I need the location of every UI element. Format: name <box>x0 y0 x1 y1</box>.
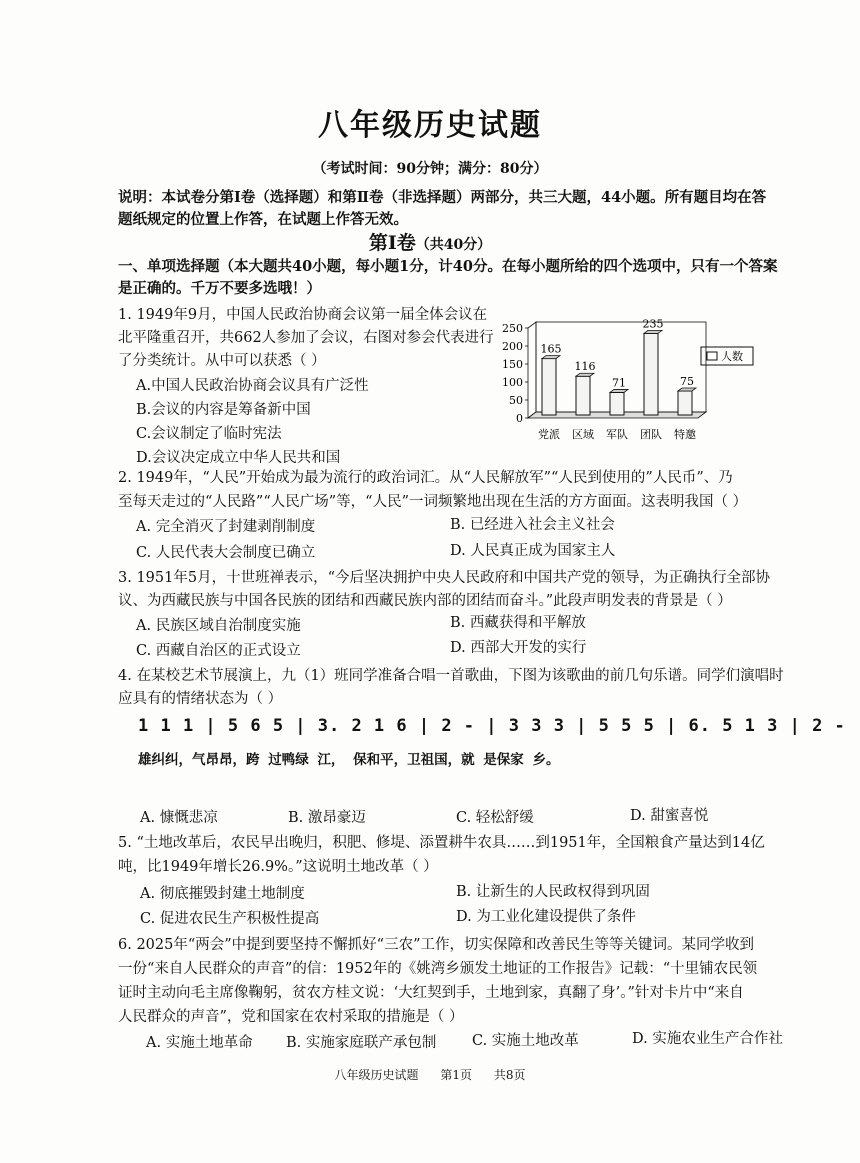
bar-value-label: 75 <box>680 375 694 388</box>
y-tick-label: 0 <box>516 412 523 425</box>
bar-value-label: 165 <box>540 342 562 356</box>
y-tick-label: 150 <box>502 358 523 371</box>
bar-top <box>542 356 560 359</box>
bar-value-label: 116 <box>574 360 596 374</box>
category-label: 区域 <box>572 428 594 441</box>
bar <box>644 333 658 415</box>
q3-option-c[interactable]: C. 西藏自治区的正式设立 <box>136 643 301 659</box>
q5-line-2: 吨，比1949年增长26.9%。”这说明土地改革（ ） <box>118 859 438 875</box>
part-heading-line-1: 一、单项选择题（本大题共40小题，每小题1分，计40分。在每小题所给的四个选项中，只有一个答案 <box>118 258 778 275</box>
q6-option-d[interactable]: D. 实施农业生产合作社 <box>632 1031 783 1047</box>
category-label: 团队 <box>640 428 662 441</box>
delegates-bar-chart <box>498 300 760 450</box>
q5-option-b[interactable]: B. 让新生的人民政权得到巩固 <box>456 884 650 900</box>
q1-line-3: 了分类统计。从中可以获悉（ ） <box>118 353 326 369</box>
q1-line-1: 1. 1949年9月，中国人民政治协商会议第一届全体会议在 <box>118 307 488 323</box>
q6-line-4: 人民群众的声音”，党和国家在农村采取的措施是（ ） <box>118 1009 464 1025</box>
q2-option-b[interactable]: B. 已经进入社会主义社会 <box>450 517 615 533</box>
section-points: （共40分） <box>415 237 492 253</box>
y-tick-label: 200 <box>502 340 523 353</box>
q5-option-c[interactable]: C. 促进农民生产积极性提高 <box>140 911 320 927</box>
q3-option-a[interactable]: A. 民族区域自治制度实施 <box>136 618 301 634</box>
chart-legend <box>701 347 753 365</box>
bar-value-label: 235 <box>642 317 664 331</box>
y-tick-label: 50 <box>509 394 523 407</box>
q2-option-d[interactable]: D. 人民真正成为国家主人 <box>450 543 616 559</box>
section-heading <box>0 228 860 255</box>
page-title: 八年级历史试题 <box>318 108 542 143</box>
q5-option-a[interactable]: A. 彻底摧毁封建土地制度 <box>140 886 305 902</box>
q3-option-d[interactable]: D. 西部大开发的实行 <box>450 640 587 656</box>
q6-line-3: 证时主动向毛主席像鞠躬，贫农方桂文说：‘大红契到手，土地到家，真翻了身’。”针对卡片中“来自 <box>118 985 744 1001</box>
bar <box>678 391 692 415</box>
q5-line-1: 5. “土地改革后，农民早出晚归，积肥、修堤、添置耕牛农具……到1951年，全国粮食产量达到14亿 <box>118 835 765 851</box>
legend-swatch <box>707 352 717 360</box>
part-heading-line-2: 是正确的。千万不要多选哦！） <box>118 280 321 297</box>
bar <box>610 392 624 415</box>
q1-option-a[interactable]: A.中国人民政治协商会议具有广泛性 <box>136 378 369 394</box>
q1-option-d[interactable]: D.会议决定成立中华人民共和国 <box>136 450 341 466</box>
y-tick-label: 250 <box>502 322 523 335</box>
q2-option-a[interactable]: A. 完全消灭了封建剥削制度 <box>136 519 316 535</box>
q2-line-2: 至每天走过的“人民路”“人民广场”等，“人民”一词频繁地出现在生活的方方面面。这表明我国（ ） <box>118 494 748 510</box>
q6-option-c[interactable]: C. 实施土地改革 <box>472 1033 579 1049</box>
bar <box>576 376 590 415</box>
bar-top <box>644 330 662 333</box>
music-lyrics: 雄纠纠，气昂昂，跨 过鸭绿 江， 保和平，卫祖国，就 是保家 乡。 <box>138 752 560 768</box>
q3-option-b[interactable]: B. 西藏获得和平解放 <box>450 615 586 631</box>
legend-label: 人数 <box>721 350 743 363</box>
q4-line-1: 4. 在某校艺术节展演上，九（1）班同学准备合唱一首歌曲，下图为该歌曲的前几句乐谱。同学们演唱时 <box>118 668 784 684</box>
q4-option-d[interactable]: D. 甜蜜喜悦 <box>630 808 709 824</box>
q3-line-2: 议、为西藏民族与中国各民族的团结和西藏民族内部的团结而奋斗。”此段声明发表的背景是（ ） <box>118 593 732 609</box>
footer-page: 第1页 <box>440 1068 472 1082</box>
bar-top <box>610 389 628 392</box>
category-label: 特邀 <box>674 428 696 441</box>
bar-top <box>576 373 594 376</box>
q6-line-2: 一份“来自人民群众的声音”的信：1952年的《姚湾乡颁发土地证的工作报告》记载：“十里铺农民领 <box>118 961 758 977</box>
q4-line-2: 应具有的情绪状态为（ ） <box>118 691 283 707</box>
exam-info: （考试时间：90分钟；满分：80分） <box>312 161 548 177</box>
q6-line-1: 6. 2025年“两会”中提到要坚持不懈抓好“三农”工作，切实保障和改善民生等等关键词。某同学收到 <box>118 937 754 953</box>
footer-total: 共8页 <box>493 1068 526 1082</box>
q2-option-c[interactable]: C. 人民代表大会制度已确立 <box>136 545 316 561</box>
q1-option-c[interactable]: C.会议制定了临时宪法 <box>136 426 282 442</box>
category-label: 军队 <box>606 428 628 441</box>
footer-name: 八年级历史试题 <box>334 1068 419 1082</box>
q3-line-1: 3. 1951年5月，十世班禅表示，“今后坚决拥护中央人民政府和中国共产党的领导，为正确执行全部协 <box>118 570 770 586</box>
instructions-line-1: 说明：本试卷分第Ⅰ卷（选择题）和第Ⅱ卷（非选择题）两部分，共三大题，44小题。所有题目均在答 <box>118 189 767 206</box>
q1-option-b[interactable]: B.会议的内容是筹备新中国 <box>136 402 311 418</box>
bar-value-label: 71 <box>612 376 626 390</box>
page-footer <box>0 1066 860 1083</box>
q4-option-b[interactable]: B. 激昂豪迈 <box>288 810 366 826</box>
q4-option-a[interactable]: A. 慷慨悲凉 <box>140 810 218 826</box>
chart-side-wall <box>528 322 536 418</box>
q6-option-b[interactable]: B. 实施家庭联产承包制 <box>286 1035 437 1051</box>
bar <box>542 359 556 415</box>
bar-top <box>678 388 696 391</box>
q2-line-1: 2. 1949年，“人民”开始成为最为流行的政治词汇。从“人民解放军”“人民到使用的”人民币”、乃 <box>118 470 733 486</box>
instructions-line-2: 题纸规定的位置上作答，在试题上作答无效。 <box>118 211 408 228</box>
section-title: 第Ⅰ卷 <box>368 232 416 254</box>
y-tick-label: 100 <box>502 376 523 389</box>
q6-option-a[interactable]: A. 实施土地革命 <box>146 1035 253 1051</box>
music-notation: 1 1 1 | 5 6 5 | 3. 2 1 6 | 2 - | 3 3 3 | 5 5 5 | 6. 5 1 3 | 2 - <box>138 716 846 736</box>
q4-option-c[interactable]: C. 轻松舒缓 <box>456 810 534 826</box>
category-label: 党派 <box>538 428 560 441</box>
q1-line-2: 北平隆重召开，共662人参加了会议，右图对参会代表进行 <box>118 330 494 346</box>
q5-option-d[interactable]: D. 为工业化建设提供了条件 <box>456 909 636 925</box>
